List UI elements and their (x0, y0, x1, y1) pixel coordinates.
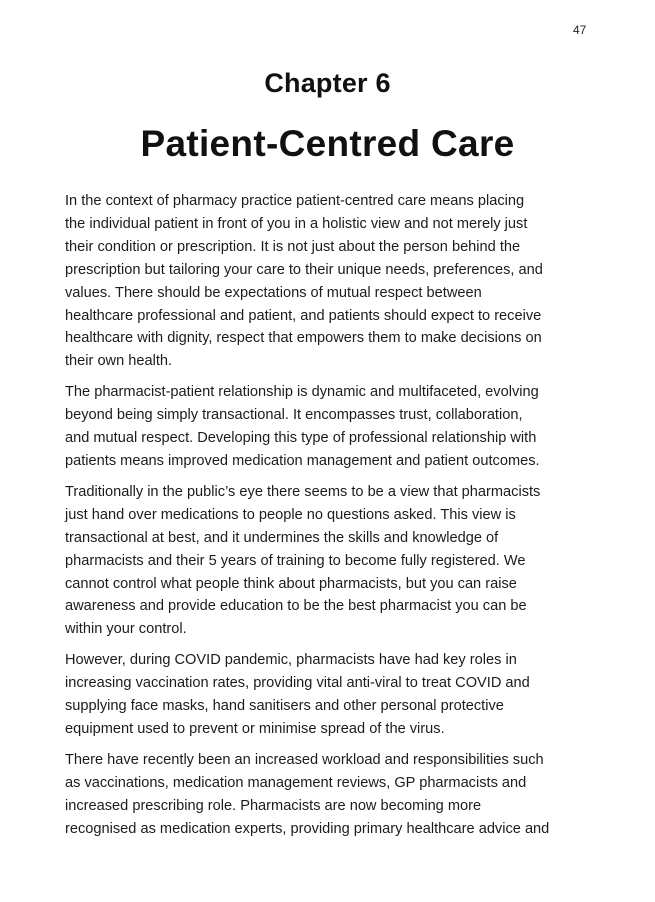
text-line: their condition or prescription. It is not just about the person behind the (65, 238, 521, 255)
text-line: and mutual respect. Developing this type of professional relationship with (65, 430, 537, 447)
text-line: increased prescribing role. Pharmacists are now becoming more (65, 797, 482, 814)
text-line: patients means improved medication management and patient outcomes. (65, 452, 540, 469)
chapter-label: Chapter 6 (264, 68, 391, 98)
text-line: The pharmacist-patient relationship is dynamic and multifaceted, evolving (65, 384, 539, 401)
text-line: healthcare with dignity, respect that empowers them to make decisions on (65, 330, 542, 347)
text-line: within your control. (65, 621, 187, 638)
page-number: 47 (573, 23, 587, 37)
text-line: values. There should be expectations of mutual respect between (65, 284, 482, 301)
body-text (65, 190, 605, 848)
text-line: There have recently been an increased workload and responsibilities such (65, 751, 544, 768)
text-line: just hand over medications to people no questions asked. This view is (65, 506, 516, 523)
text-line: healthcare professional and patient, and patients should expect to receive (65, 307, 542, 324)
paragraph (65, 381, 605, 473)
text-line: equipment used to prevent or minimise spread of the virus. (65, 720, 445, 737)
text-line: as vaccinations, medication management reviews, GP pharmacists and (65, 774, 527, 791)
text-line: their own health. (65, 353, 173, 370)
text-line: cannot control what people think about pharmacists, but you can raise (65, 575, 517, 592)
paragraph (65, 481, 605, 641)
text-line: pharmacists and their 5 years of training to become fully registered. We (65, 552, 526, 569)
chapter-title: Patient-Centred Care (140, 123, 515, 164)
text-line: prescription but tailoring your care to their unique needs, preferences, and (65, 261, 543, 278)
text-line: increasing vaccination rates, providing vital anti-viral to treat COVID and (65, 675, 530, 692)
text-line: awareness and provide education to be the best pharmacist you can be (65, 598, 527, 615)
text-line: transactional at best, and it undermines the skills and knowledge of (65, 529, 499, 546)
paragraph (65, 190, 605, 373)
paragraph (65, 749, 605, 841)
text-line: recognised as medication experts, providing primary healthcare advice and (65, 820, 550, 837)
text-line: supplying face masks, hand sanitisers and other personal protective (65, 698, 504, 715)
text-line: beyond being simply transactional. It encompasses trust, collaboration, (65, 407, 523, 424)
paragraph (65, 649, 605, 741)
text-line: Traditionally in the public’s eye there seems to be a view that pharmacists (65, 483, 541, 500)
text-line: In the context of pharmacy practice patient-centred care means placing (65, 193, 525, 209)
text-line: the individual patient in front of you in a holistic view and not merely just (65, 215, 528, 232)
text-line: However, during COVID pandemic, pharmacists have had key roles in (65, 652, 517, 669)
